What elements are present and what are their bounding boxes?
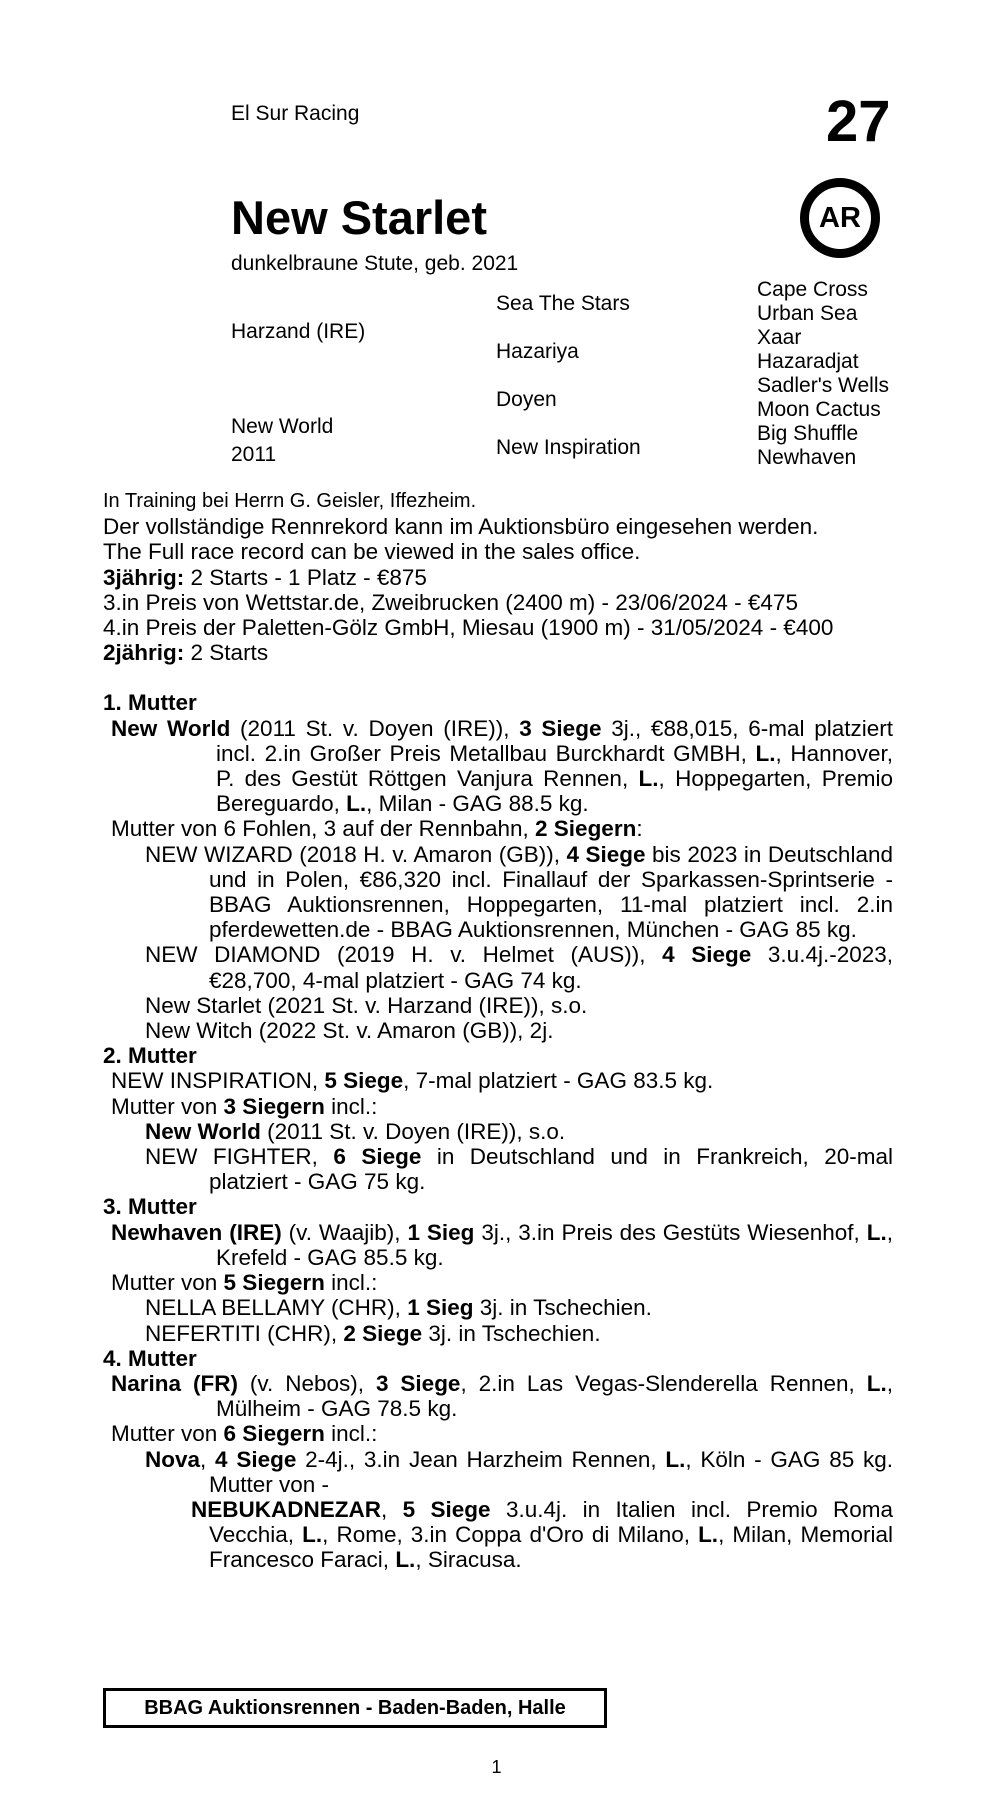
form-2yo-text: 2 Starts: [184, 640, 269, 666]
pedigree-sire: Harzand (IRE): [231, 320, 366, 343]
horse-description: dunkelbraune Stute, geb. 2021: [231, 252, 519, 275]
page-number: 1: [491, 1757, 502, 1777]
produce-entry: New Starlet (2021 St. v. Harzand (IRE)), s.o.: [145, 992, 588, 1018]
section-heading: 4. Mutter: [103, 1345, 197, 1371]
pedigree-gen3: Cape Cross: [757, 278, 868, 301]
pedigree-dam-dam: New Inspiration: [496, 436, 641, 459]
catalogue-body: [103, 489, 893, 1573]
auction-race-label: BBAG Auktionsrennen - Baden-Baden, Halle: [144, 1696, 566, 1719]
form-2yo-label: 2jährig:: [103, 640, 185, 666]
record-note-en: The Full race record can be viewed in the sales office.: [103, 539, 641, 565]
pedigree-gen3: Hazaradjat: [757, 350, 859, 373]
produce-entry: NEW DIAMOND (2019 H. v. Helmet (AUS)), 4 Siege 3.u.4j.-2023, €28,700, 4-mal platziert - GAG 74 kg.: [145, 942, 894, 993]
section-heading: 2. Mutter: [103, 1043, 197, 1069]
grand-produce-entry: NEBUKADNEZAR, 5 Siege 3.u.4j. in Italien incl. Premio Roma Vecchia, L., Rome, 3.in Coppa d'Oro di Milano, L., Milan, Memorial Francesco Faraci, L., Siracusa.: [191, 1496, 894, 1573]
horse-name: New Starlet: [231, 191, 487, 244]
lot-number: 27: [826, 89, 891, 154]
dam-entry: Newhaven (IRE) (v. Waajib), 1 Sieg 3j., 3.in Preis des Gestüts Wiesenhof, L., Krefeld - GAG 85.5 kg.: [111, 1219, 893, 1270]
produce-summary: Mutter von 6 Fohlen, 3 auf der Rennbahn, 2 Siegern:: [111, 816, 643, 842]
pedigree-gen3: Newhaven: [757, 446, 857, 469]
auction-race-box: [103, 1688, 607, 1728]
produce-entry: New World (2011 St. v. Doyen (IRE)), s.o.: [145, 1118, 566, 1144]
form-3yo-text: 2 Starts - 1 Platz - €875: [184, 564, 427, 590]
produce-entry: NEW FIGHTER, 6 Siege in Deutschland und in Frankreich, 20-mal platziert - GAG 75 kg.: [145, 1144, 894, 1195]
consignor-name: El Sur Racing: [231, 102, 360, 125]
pedigree-dam-year: 2011: [231, 443, 277, 466]
pedigree-gen3: Urban Sea: [757, 302, 858, 325]
form-3yo: [103, 565, 893, 590]
section-heading: 3. Mutter: [103, 1194, 197, 1220]
produce-entry: Nova, 4 Siege 2-4j., 3.in Jean Harzheim Rennen, L., Köln - GAG 85 kg. Mutter von -: [145, 1446, 893, 1497]
ar-badge: [800, 178, 880, 258]
pedigree-gen3: Moon Cactus: [757, 398, 881, 421]
produce-entry: NEFERTITI (CHR), 2 Siege 3j. in Tschechien.: [145, 1320, 601, 1346]
produce-entry: NEW WIZARD (2018 H. v. Amaron (GB)), 4 Siege bis 2023 in Deutschland und in Polen, €86,320 incl. Finallauf der Sparkassen-Sprintserie - BBAG Auktionsrennen, Hoppegarten, 11-mal platziert incl. 2.in pferdewetten.de - BBAG Auktionsrennen, München - GAG 85 kg.: [145, 841, 893, 943]
form-3yo-label: 3jährig:: [103, 564, 185, 590]
pedigree-gen3: Xaar: [757, 326, 802, 349]
produce-entry: New Witch (2022 St. v. Amaron (GB)), 2j.: [145, 1018, 554, 1044]
dam-entry: NEW INSPIRATION, 5 Siege, 7-mal platziert - GAG 83.5 kg.: [111, 1068, 714, 1094]
form-2yo: [103, 640, 893, 665]
produce-summary: Mutter von 5 Siegern incl.:: [111, 1270, 378, 1296]
produce-summary: Mutter von 3 Siegern incl.:: [111, 1093, 378, 1119]
ar-badge-label: AR: [819, 201, 861, 234]
form-3yo-line: 3.in Preis von Wettstar.de, Zweibrucken (2400 m) - 23/06/2024 - €475: [103, 589, 798, 615]
pedigree-dam-sire: Doyen: [496, 388, 557, 411]
pedigree-sire-dam: Hazariya: [496, 340, 579, 363]
form-3yo-line: 4.in Preis der Paletten-Gölz GmbH, Miesau (1900 m) - 31/05/2024 - €400: [103, 615, 834, 641]
section-heading: 1. Mutter: [103, 690, 197, 716]
trainer-note: In Training bei Herrn G. Geisler, Iffezheim.: [103, 490, 477, 512]
produce-entry: NELLA BELLAMY (CHR), 1 Sieg 3j. in Tschechien.: [145, 1295, 652, 1321]
pedigree-sire-sire: Sea The Stars: [496, 292, 630, 315]
pedigree-gen3: Sadler's Wells: [757, 374, 889, 397]
pedigree-dam: New World: [231, 415, 334, 438]
dam-entry: Narina (FR) (v. Nebos), 3 Siege, 2.in Las Vegas-Slenderella Rennen, L., Mülheim - GAG 78.5 kg.: [111, 1370, 893, 1422]
dam-entry: New World (2011 St. v. Doyen (IRE)), 3 Siege 3j., €88,015, 6-mal platziert incl. 2.in Großer Preis Metallbau Burckhardt GMBH, L., Hannover, P. des Gestüt Röttgen Vanjura Rennen, L., Hoppegarten, Premio Bereguardo, L., Milan - GAG 88.5 kg.: [111, 715, 894, 817]
record-note-de: Der vollständige Rennrekord kann im Auktionsbüro eingesehen werden.: [103, 514, 819, 540]
produce-summary: Mutter von 6 Siegern incl.:: [111, 1421, 378, 1447]
pedigree-gen3: Big Shuffle: [757, 422, 859, 445]
